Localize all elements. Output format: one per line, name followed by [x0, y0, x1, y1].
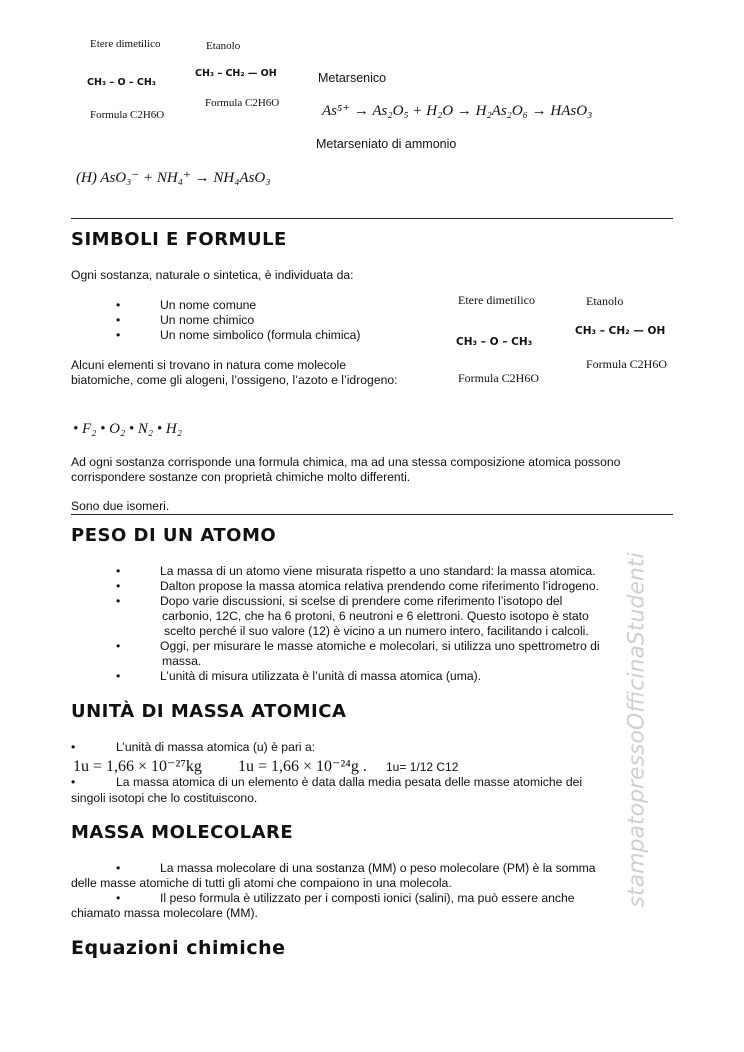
section-title-simboli: SIMBOLI E FORMULE — [71, 229, 287, 250]
bullet-symbol: • — [116, 639, 121, 653]
list-item-continuation: massa. — [162, 654, 202, 668]
section4-p1b: delle masse atomiche di tutti gli atomi che compaiono in una molecola. — [71, 876, 452, 890]
section1-para1: Alcuni elementi si trovano in natura come molecole biatomiche, come gli alogeni, l’ossigeno, l’azoto e l’idrogeno: — [71, 358, 398, 387]
section1-intro: Ogni sostanza, naturale o sintetica, è individuata da: — [71, 268, 354, 282]
list-item: La massa di un atomo viene misurata rispetto a uno standard: la massa atomica. — [160, 564, 596, 578]
bullet-symbol: • — [71, 740, 76, 754]
ethanol-formula: CH₃ – CH₂ — OH — [195, 68, 277, 79]
list-item: Dalton propose la massa atomica relativa prendendo come riferimento l’idrogeno. — [160, 579, 599, 593]
list-item: Un nome comune — [160, 298, 257, 312]
bullet-symbol: • — [116, 298, 121, 312]
bullet-symbol: • — [116, 564, 121, 578]
bullet-symbol: • — [116, 579, 121, 593]
metarsenico-label: Metarsenico — [318, 71, 387, 85]
section1-para2: Ad ogni sostanza corrisponde una formula chimica, ma ad una stessa composizione atomica possono corrispondere sostanze con proprietà chimiche molto differenti. — [71, 455, 621, 484]
metarsenico-equation: As⁵⁺ → As₂O₅ + H₂O → H₂As₂O₆ → HAsO₃ — [322, 103, 593, 119]
section-title-massa-molecolare: MASSA MOLECOLARE — [71, 822, 294, 843]
ether-formula: CH₃ – O – CH₃ — [87, 77, 156, 88]
ether-title: Etere dimetilico — [90, 38, 161, 50]
bullet-symbol: • — [116, 313, 121, 327]
section4-p1a: La massa molecolare di una sostanza (MM) o peso molecolare (PM) è la somma — [160, 861, 596, 875]
ethanol-title: Etanolo — [586, 294, 624, 308]
list-item: Dopo varie discussioni, si scelse di prendere come riferimento l’isotopo del — [160, 594, 563, 608]
ethanol-label: Formula C2H6O — [586, 357, 667, 371]
ether-formula: CH₃ – O – CH₃ — [456, 336, 533, 348]
section-divider — [71, 218, 673, 219]
isomer-figure-top — [84, 36, 294, 126]
section3-line1: L’unità di massa atomica (u) è pari a: — [116, 740, 316, 754]
bullet-symbol: • — [116, 669, 121, 683]
bullet-symbol: • — [71, 775, 76, 789]
list-item: L’unità di misura utilizzata è l’unità di massa atomica (uma). — [160, 669, 482, 683]
bullet-symbol: • — [116, 861, 121, 875]
section-title-equazioni: Equazioni chimiche — [71, 937, 286, 959]
ethanol-formula: CH₃ – CH₂ — OH — [575, 325, 666, 337]
diatomic-elements: • F₂ • O₂ • N₂ • H₂ — [73, 421, 182, 437]
amu-note: 1u= 1/12 C12 — [386, 760, 459, 774]
section-title-unita: UNITÀ DI MASSA ATOMICA — [71, 701, 347, 722]
amu-kg-equation: 1u = 1,66 × 10⁻²⁷kg — [73, 758, 202, 775]
ether-label: Formula C2H6O — [458, 371, 539, 385]
ether-label: Formula C2H6O — [90, 109, 165, 121]
metarseniato-label: Metarseniato di ammonio — [316, 137, 457, 151]
section1-para3: Sono due isomeri. — [71, 499, 170, 513]
isomer-figure — [452, 290, 687, 390]
bullet-symbol: • — [116, 594, 121, 608]
bullet-symbol: • — [116, 328, 121, 342]
section4-p2b: chiamato massa molecolare (MM). — [71, 906, 258, 920]
ethanol-label: Formula C2H6O — [205, 97, 280, 109]
ether-title: Etere dimetilico — [458, 293, 535, 307]
amu-g-equation: 1u = 1,66 × 10⁻²⁴g . — [238, 758, 367, 775]
ethanol-title: Etanolo — [206, 40, 241, 52]
section3-line2: La massa atomica di un elemento è data dalla media pesata delle masse atomiche dei — [116, 775, 583, 789]
bullet-symbol: • — [116, 891, 121, 905]
list-item-continuation: scelto perché il suo valore (12) è vicino a un numero intero, facilitando i calcoli. — [164, 624, 589, 638]
list-item: Oggi, per misurare le masse atomiche e molecolari, si utilizza uno spettrometro di — [160, 639, 600, 653]
section-divider — [71, 514, 673, 515]
list-item-continuation: carbonio, 12C, che ha 6 protoni, 6 neutroni e 6 elettroni. Questo isotopo è stato — [162, 609, 589, 623]
ammonium-equation: (H) AsO₃⁻ + NH₄⁺ → NH₄AsO₃ — [76, 170, 271, 186]
section4-p2a: Il peso formula è utilizzato per i composti ionici (salini), ma può essere anche — [160, 891, 575, 905]
list-item: Un nome simbolico (formula chimica) — [160, 328, 361, 342]
list-item: Un nome chimico — [160, 313, 255, 327]
section-title-peso: PESO DI UN ATOMO — [71, 525, 277, 546]
section3-line3: singoli isotopi che lo costituiscono. — [71, 791, 258, 805]
watermark: stampatopressoOfficinaStudenti — [624, 552, 650, 908]
